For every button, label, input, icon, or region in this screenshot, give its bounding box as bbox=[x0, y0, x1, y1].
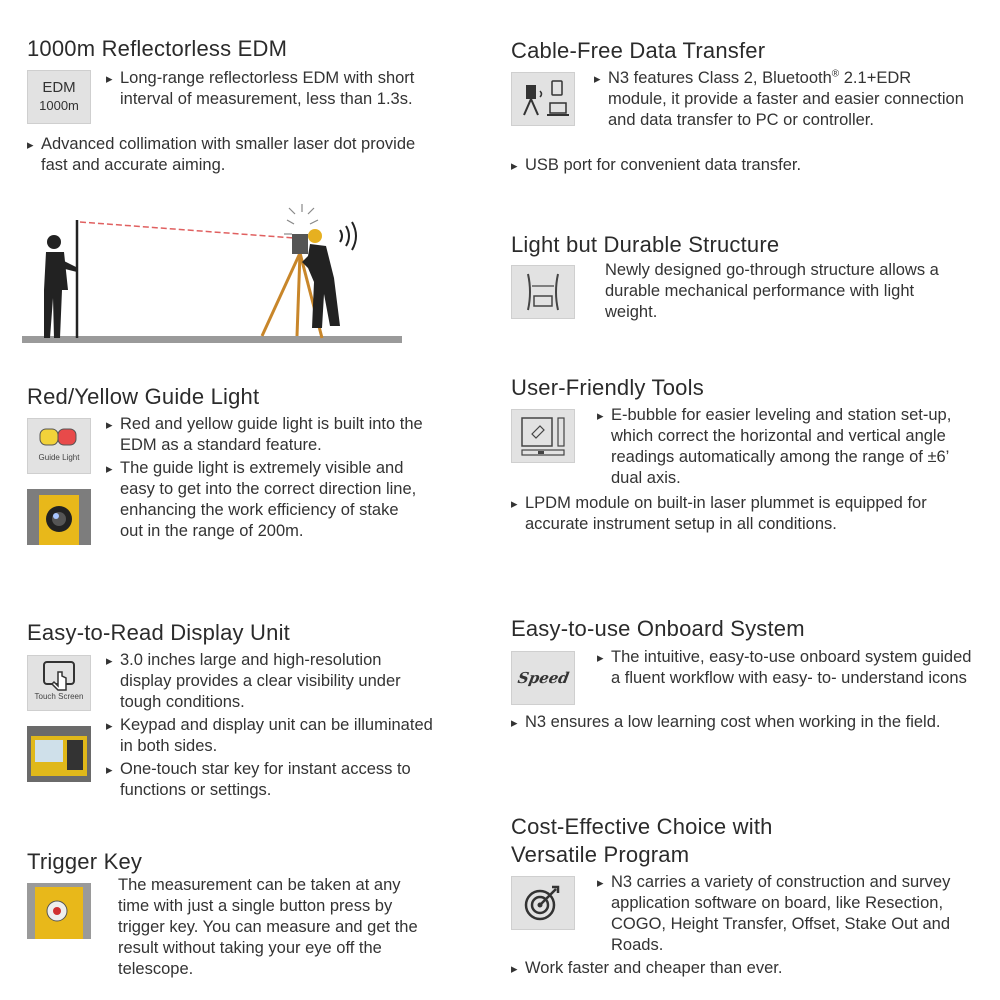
guide-light-bullet-1: ▸ Red and yellow guide light is built into the EDM as a standard feature. bbox=[106, 414, 426, 456]
display-bullet-2: ▸ Keypad and display unit can be illuminated in both sides. bbox=[106, 715, 436, 757]
cable-free-bullet-1-wrap bbox=[594, 68, 964, 131]
target-icon bbox=[511, 876, 575, 930]
edm-bullet-2-wrap bbox=[27, 134, 427, 176]
edm-bullets bbox=[106, 68, 436, 110]
registered-mark: ® bbox=[831, 68, 840, 80]
guide-light-icon-label: Guide Light bbox=[38, 453, 80, 462]
instrument-front-image bbox=[27, 489, 91, 545]
edm-icon-label: EDM bbox=[42, 79, 76, 96]
guide-light-icon bbox=[27, 418, 91, 474]
cable-free-bullet-1 bbox=[594, 68, 964, 131]
target-arrow-icon bbox=[512, 877, 574, 929]
display-photo bbox=[27, 726, 91, 782]
laser-beam bbox=[80, 222, 294, 238]
signal-waves-icon bbox=[340, 222, 356, 250]
edm-bullet-2: ▸ Advanced collimation with smaller laser dot provide fast and accurate aiming. bbox=[27, 134, 427, 176]
onboard-bullet-1-wrap bbox=[597, 647, 972, 689]
edm-title: 1000m Reflectorless EDM bbox=[27, 36, 288, 61]
level-bubble-icon bbox=[512, 410, 574, 462]
keypad-display-image bbox=[27, 726, 91, 782]
speed-icon bbox=[511, 651, 575, 705]
cable-free-title: Cable-Free Data Transfer bbox=[511, 38, 766, 63]
display-bullet-3: ▸ One-touch star key for instant access to functions or settings. bbox=[106, 759, 436, 801]
display-bullets bbox=[106, 650, 436, 801]
tools-bullet-2: ▸ LPDM module on built-in laser plummet is equipped for accurate instrument setup in all conditions. bbox=[511, 493, 941, 535]
tools-title: User-Friendly Tools bbox=[511, 375, 704, 400]
e-bubble-icon bbox=[511, 409, 575, 463]
trigger-key-image bbox=[27, 883, 91, 939]
total-station bbox=[292, 234, 308, 254]
onboard-bullet-1: ▸ The intuitive, easy-to-use onboard system guided a fluent workflow with easy- to- understand icons bbox=[597, 647, 972, 689]
transfer-devices-icon bbox=[512, 73, 574, 125]
edm-illustration bbox=[22, 198, 407, 348]
guide-light-photo bbox=[27, 489, 91, 545]
cable-free-bullet-1-pre: N3 features Class 2, Bluetooth bbox=[608, 69, 832, 87]
guide-light-lamp-icon bbox=[28, 419, 90, 453]
guide-light-bullets bbox=[106, 414, 426, 542]
edm-bullet-1: ▸ Long-range reflectorless EDM with short interval of measurement, less than 1.3s. bbox=[106, 68, 436, 110]
bluetooth-transfer-icon bbox=[511, 72, 575, 126]
go-through-frame-icon bbox=[512, 266, 574, 318]
structure-body: Newly designed go-through structure allows a durable mechanical performance with light weight. bbox=[605, 261, 939, 321]
cost-title-line-2: Versatile Program bbox=[511, 842, 690, 867]
cost-bullet-2: ▸ Work faster and cheaper than ever. bbox=[511, 958, 931, 979]
trigger-body: The measurement can be taken at any time with just a single button press by trigger key. You can measure and get the result without taking your eye off the telescope. bbox=[118, 876, 418, 978]
guide-light-title: Red/Yellow Guide Light bbox=[27, 384, 260, 409]
cost-bullet-2-wrap bbox=[511, 958, 931, 979]
cost-bullet-1-wrap bbox=[597, 872, 982, 956]
onboard-bullet-2-wrap bbox=[511, 712, 961, 733]
ground-line bbox=[22, 336, 402, 343]
cable-free-bullet-1-post: 2.1+EDR module, it provide a faster and easier connection and data transfer to PC or controller. bbox=[608, 69, 964, 129]
onboard-bullet-2: ▸ N3 ensures a low learning cost when working in the field. bbox=[511, 712, 961, 733]
trigger-photo bbox=[27, 883, 91, 939]
touch-hand-icon bbox=[28, 656, 90, 692]
edm-1000m-icon bbox=[27, 70, 91, 124]
tools-bullet-1: ▸ E-bubble for easier leveling and station set-up, which correct the horizontal and vertical angle readings automatically among the range of ±6’ dual axis. bbox=[597, 405, 967, 489]
speed-logo-text: Speed bbox=[515, 669, 571, 687]
tools-bullet-1-wrap bbox=[597, 405, 967, 489]
edm-icon-sublabel: 1000m bbox=[39, 98, 79, 113]
tools-bullet-2-wrap bbox=[511, 493, 941, 535]
cost-bullet-1: ▸ N3 carries a variety of construction and survey application software on board, like Resection, COGO, Height Transfer, Offset, Stake Out and Roads. bbox=[597, 872, 982, 956]
cable-free-bullet-2-wrap bbox=[511, 155, 931, 176]
rodman-figure bbox=[44, 235, 78, 338]
display-bullet-1: ▸ 3.0 inches large and high-resolution display provides a clear visibility under tough conditions. bbox=[106, 650, 436, 713]
onboard-title: Easy-to-use Onboard System bbox=[511, 616, 805, 641]
touch-screen-icon-label: Touch Screen bbox=[34, 692, 84, 701]
structure-icon bbox=[511, 265, 575, 319]
cost-title bbox=[511, 813, 773, 869]
cable-free-bullet-2: ▸ USB port for convenient data transfer. bbox=[511, 155, 931, 176]
display-title: Easy-to-Read Display Unit bbox=[27, 620, 290, 645]
cost-title-line-1: Cost-Effective Choice with bbox=[511, 814, 773, 839]
trigger-title: Trigger Key bbox=[27, 849, 143, 874]
touch-screen-icon bbox=[27, 655, 91, 711]
guide-light-bullet-2: ▸ The guide light is extremely visible and easy to get into the correct direction line, enhancing the work efficiency of stake out in the range of 200m. bbox=[106, 458, 426, 542]
structure-title: Light but Durable Structure bbox=[511, 232, 780, 257]
